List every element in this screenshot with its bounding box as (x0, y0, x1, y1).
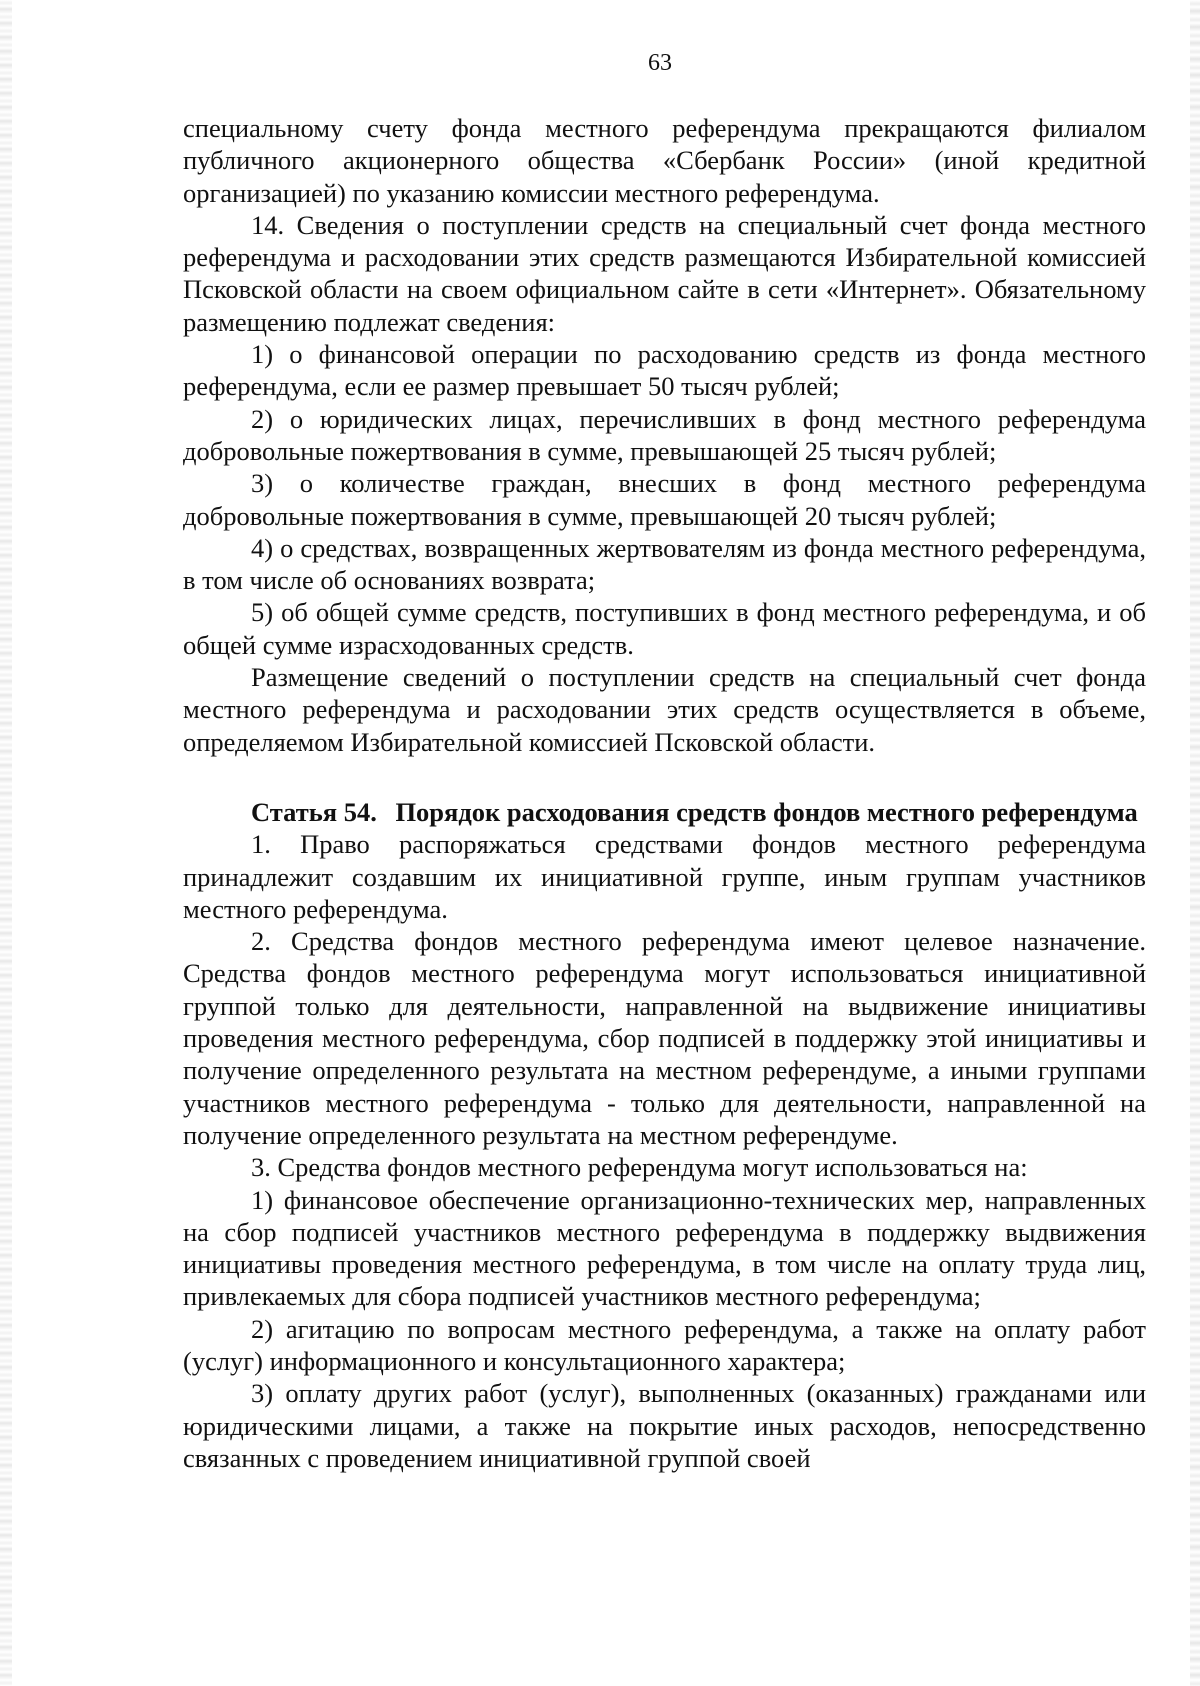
paragraph-top-5: 4) о средствах, возвращенных жертвователям из фонда местного референдума, в том числе об основаниях возврата; (183, 532, 1146, 596)
paragraph-article-0: 1. Право распоряжаться средствами фондов местного референдума принадлежит создавшим их инициативной группе, иным группам участников местного референдума. (183, 829, 1146, 924)
paragraph-article-5: 3) оплату других работ (услуг), выполненных (оказанных) гражданами или юридическими лицами, а также на покрытие иных расходов, непосредственно связанных с проведением инициативной группой своей (183, 1378, 1146, 1473)
paragraph-top-1: 14. Сведения о поступлении средств на специальный счет фонда местного референдума и расходовании этих средств размещаются Избирательной комиссией Псковской области на своем официальном сайте в сети «Интернет». Обязательному размещению подлежат сведения: (183, 209, 1146, 337)
scan-edge-right (1190, 0, 1200, 1686)
article-label: Статья (251, 796, 338, 827)
document-body (183, 112, 1146, 1474)
paragraph-top-2: 1) о финансовой операции по расходованию средств из фонда местного референдума, если ее размер превышает 50 тысяч рублей; (183, 339, 1146, 402)
article-title: Порядок расходования средств фондов местного референдума (395, 796, 1138, 827)
paragraph-top-0: специальному счету фонда местного референдума прекращаются филиалом публичного акционерного общества «Сбербанк России» (иной кредитной организацией) по указанию комиссии местного референдума. (183, 113, 1146, 208)
article-number: 54. (343, 796, 377, 827)
scan-edge-left (0, 0, 12, 1686)
article-heading (183, 796, 1146, 828)
paragraph-article-1: 2. Средства фондов местного референдума имеют целевое назначение. Средства фондов местного референдума могут использоваться инициативной группой только для деятельности, направленной на выдвижение инициативы проведения местного референдума, сбор подписей в поддержку этой инициативы и получение определенного результата на местном референдуме, а иными группами участников местного референдума - только для деятельности, направленной на получение определенного результата на местном референдуме. (183, 926, 1146, 1150)
paragraph-article-3: 1) финансовое обеспечение организационно-технических мер, направленных на сбор подписей участников местного референдума в поддержку выдвижения инициативы проведения местного референдума, в том числе на оплату труда лиц, привлекаемых для сбора подписей участников местного референдума; (183, 1184, 1146, 1312)
paragraph-top-7: Размещение сведений о поступлении средств на специальный счет фонда местного референдума и расходовании этих средств осуществляется в объеме, определяемом Избирательной комиссией Псковской области. (183, 662, 1146, 757)
paragraph-article-2: 3. Средства фондов местного референдума могут использоваться на: (251, 1152, 1028, 1183)
paragraph-top-4: 3) о количестве граждан, внесших в фонд местного референдума добровольные пожертвования в сумме, превышающей 20 тысяч рублей; (183, 468, 1146, 531)
paragraph-top-3: 2) о юридических лицах, перечисливших в фонд местного референдума добровольные пожертвования в сумме, превышающей 25 тысяч рублей; (183, 403, 1146, 466)
page-number: 63 (648, 50, 672, 76)
paragraph-top-6: 5) об общей сумме средств, поступивших в фонд местного референдума, и об общей сумме израсходованных средств. (183, 597, 1146, 660)
paragraph-article-4: 2) агитацию по вопросам местного референдума, а также на оплату работ (услуг) информационного и консультационного характера; (183, 1313, 1146, 1376)
